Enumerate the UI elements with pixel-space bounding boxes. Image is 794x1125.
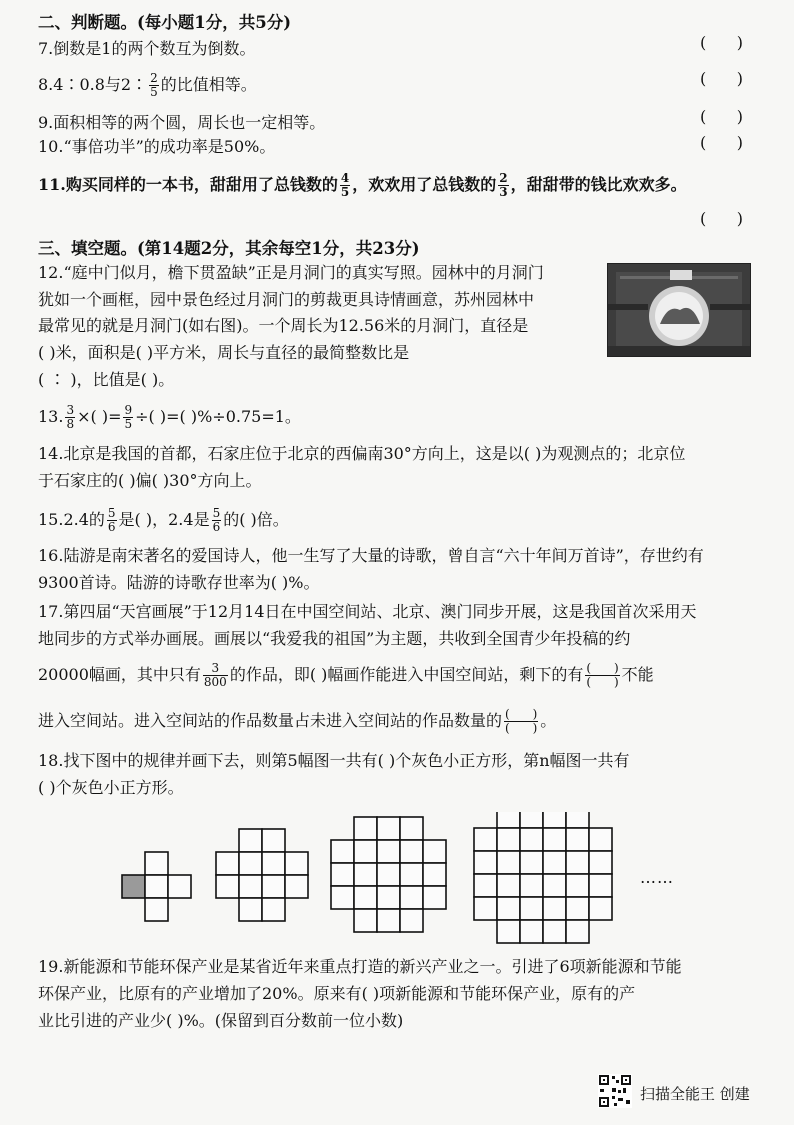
q11-fraction-1: $\frac{4}{5}$ bbox=[340, 171, 350, 199]
pattern-cell bbox=[354, 863, 377, 886]
pattern-cell bbox=[331, 840, 354, 863]
answer-paren-8[interactable]: ( ) bbox=[700, 69, 743, 88]
pattern-cell bbox=[262, 852, 285, 875]
q17-line-2: 地同步的方式举办画展。画展以“我爱我的祖国”为主题，共收到全国青少年投稿的约 bbox=[38, 629, 631, 648]
question-10: 10.“事倍功半”的成功率是50%。 bbox=[38, 137, 276, 156]
pattern-cell bbox=[400, 840, 423, 863]
pattern-cell bbox=[216, 852, 239, 875]
pattern-cell bbox=[566, 828, 589, 851]
pattern-cell bbox=[589, 874, 612, 897]
q12-line-1: 12.“庭中门似月，檐下贯盈缺”正是月洞门的真实写照。园林中的月洞门 bbox=[38, 263, 544, 282]
pattern-cell bbox=[262, 898, 285, 921]
pattern-cell bbox=[377, 909, 400, 932]
pattern-ellipsis: …… bbox=[640, 868, 674, 887]
q17-blank-fraction-2[interactable]: $\frac{( )}{( )}$ bbox=[505, 707, 538, 735]
pattern-cell bbox=[520, 874, 543, 897]
pattern-cell bbox=[520, 812, 543, 828]
question-7: 7.倒数是1的两个数互为倒数。 bbox=[38, 39, 256, 58]
pattern-figure-1 bbox=[122, 852, 191, 921]
q14-line-1: 14.北京是我国的首都，石家庄位于北京的西偏南30°方向上，这是以( )为观测点的；北京位 bbox=[38, 444, 686, 463]
q12-line-3: 最常见的就是月洞门(如右图)。一个周长为12.56米的月洞门，直径是 bbox=[38, 316, 529, 335]
q11-fraction-2: $\frac{2}{3}$ bbox=[499, 171, 508, 199]
q17-line-4: 进入空间站。进入空间站的作品数量占未进入空间站的作品数量的 $\frac{( )}{( )}$ 。 bbox=[38, 707, 557, 735]
qr-code-icon bbox=[598, 1074, 632, 1108]
q13-fraction-1: $\frac{3}{8}$ bbox=[66, 403, 75, 431]
pattern-cell bbox=[497, 851, 520, 874]
pattern-cell bbox=[145, 852, 168, 875]
pattern-cell bbox=[474, 874, 497, 897]
pattern-cell bbox=[168, 875, 191, 898]
pattern-cell bbox=[497, 812, 520, 828]
pattern-figure-3 bbox=[331, 817, 446, 932]
q19-line-1: 19.新能源和节能环保产业是某省近年来重点打造的新兴产业之一。引进了6项新能源和节能 bbox=[38, 957, 682, 976]
scanner-watermark bbox=[598, 1074, 750, 1110]
pattern-cell bbox=[497, 874, 520, 897]
q15-fraction-1: $\frac{5}{6}$ bbox=[107, 506, 116, 534]
pattern-cell bbox=[543, 920, 566, 943]
pattern-cell bbox=[377, 840, 400, 863]
pattern-cell bbox=[400, 817, 423, 840]
pattern-figure-2 bbox=[216, 829, 308, 921]
pattern-cell bbox=[543, 851, 566, 874]
q14-line-2: 于石家庄的( )偏( )30°方向上。 bbox=[38, 471, 262, 490]
q12-line-4: ( )米，面积是( )平方米，周长与直径的最简整数比是 bbox=[38, 343, 410, 362]
pattern-cell bbox=[377, 886, 400, 909]
q8-fraction: $\frac{2}{5}$ bbox=[150, 71, 158, 99]
pattern-cell bbox=[354, 817, 377, 840]
q19-line-2: 环保产业，比原有的产业增加了20%。原来有( )项新能源和节能环保产业，原有的产 bbox=[38, 984, 636, 1003]
pattern-cell bbox=[400, 909, 423, 932]
question-9: 9.面积相等的两个圆，周长也一定相等。 bbox=[38, 113, 326, 132]
pattern-figure-4 bbox=[474, 812, 612, 943]
pattern-cell bbox=[566, 920, 589, 943]
section-3-heading: 三、填空题。(第14题2分，其余每空1分，共23分) bbox=[38, 239, 420, 258]
pattern-cell bbox=[400, 863, 423, 886]
pattern-cell bbox=[239, 898, 262, 921]
pattern-cell bbox=[423, 863, 446, 886]
pattern-cell bbox=[423, 840, 446, 863]
q18-line-1: 18.找下图中的规律并画下去，则第5幅图一共有( )个灰色小正方形，第n幅图一共有 bbox=[38, 751, 630, 770]
answer-paren-7[interactable]: ( ) bbox=[700, 33, 743, 52]
q17-line-3: 20000幅画，其中只有 $\frac{3}{800}$ 的作品，即( )幅画作能进入中国空间站，剩下的有 $\frac{( )}{( )}$ 不能 bbox=[38, 661, 654, 689]
pattern-cell bbox=[520, 851, 543, 874]
pattern-cell bbox=[122, 875, 145, 898]
answer-paren-10[interactable]: ( ) bbox=[700, 133, 743, 152]
q8-post: 的比值相等。 bbox=[160, 75, 257, 94]
q15-fraction-2: $\frac{5}{6}$ bbox=[212, 506, 221, 534]
moon-gate-image bbox=[608, 264, 750, 356]
pattern-cell bbox=[543, 812, 566, 828]
pattern-cell bbox=[400, 886, 423, 909]
pattern-cell bbox=[262, 829, 285, 852]
pattern-cell bbox=[474, 828, 497, 851]
q19-line-3: 业比引进的产业少( )%。(保留到百分数前一位小数) bbox=[38, 1011, 404, 1030]
q12-line-5: ( ∶ )，比值是( )。 bbox=[38, 370, 175, 389]
pattern-figures bbox=[118, 812, 658, 952]
pattern-cell bbox=[520, 828, 543, 851]
pattern-cell bbox=[566, 874, 589, 897]
q18-line-2: ( )个灰色小正方形。 bbox=[38, 778, 184, 797]
pattern-cell bbox=[354, 840, 377, 863]
q17-blank-fraction-1[interactable]: $\frac{( )}{( )}$ bbox=[586, 661, 619, 689]
pattern-cell bbox=[589, 897, 612, 920]
pattern-cell bbox=[566, 897, 589, 920]
q8-pre: 8.4∶0.8与2∶ bbox=[38, 75, 148, 94]
pattern-cell bbox=[377, 817, 400, 840]
pattern-cell bbox=[589, 828, 612, 851]
pattern-cell bbox=[497, 897, 520, 920]
moon-gate-photo bbox=[607, 263, 751, 357]
pattern-cell bbox=[285, 852, 308, 875]
answer-paren-9[interactable]: ( ) bbox=[700, 107, 743, 126]
pattern-cell bbox=[566, 812, 589, 828]
answer-paren-11[interactable]: ( ) bbox=[700, 209, 743, 228]
pattern-cell bbox=[589, 851, 612, 874]
pattern-cell bbox=[543, 897, 566, 920]
question-11: 11.购买同样的一本书，甜甜用了总钱数的 $\frac{4}{5}$ ，欢欢用了总钱数的 $\frac{2}{3}$ ，甜甜带的钱比欢欢多。 bbox=[38, 171, 687, 199]
pattern-cell bbox=[145, 898, 168, 921]
q16-line-2: 9300首诗。陆游的诗歌存世率为( )%。 bbox=[38, 573, 320, 592]
pattern-cell bbox=[145, 875, 168, 898]
pattern-cell bbox=[239, 852, 262, 875]
q17-line-1: 17.第四届“天宫画展”于12月14日在中国空间站、北京、澳门同步开展，这是我国首次采用天 bbox=[38, 602, 697, 621]
pattern-cell bbox=[520, 897, 543, 920]
q13-fraction-2: $\frac{9}{5}$ bbox=[124, 403, 133, 431]
q17-fraction: $\frac{3}{800}$ bbox=[203, 661, 227, 689]
q16-line-1: 16.陆游是南宋著名的爱国诗人，他一生写了大量的诗歌，曾自言“六十年间万首诗”，存世约有 bbox=[38, 546, 704, 565]
question-8 bbox=[38, 72, 257, 99]
pattern-cell bbox=[331, 863, 354, 886]
pattern-cell bbox=[239, 829, 262, 852]
question-13: 13. $\frac{3}{8}$ ×( )= $\frac{9}{5}$ ÷( )=( )%÷0.75=1。 bbox=[38, 403, 301, 431]
pattern-cell bbox=[216, 875, 239, 898]
pattern-cell bbox=[520, 920, 543, 943]
pattern-cell bbox=[497, 920, 520, 943]
pattern-cell bbox=[423, 886, 446, 909]
pattern-cell bbox=[543, 828, 566, 851]
pattern-cell bbox=[354, 886, 377, 909]
pattern-cell bbox=[285, 875, 308, 898]
pattern-cell bbox=[566, 851, 589, 874]
pattern-cell bbox=[262, 875, 285, 898]
pattern-cell bbox=[474, 851, 497, 874]
pattern-cell bbox=[377, 863, 400, 886]
pattern-cell bbox=[331, 886, 354, 909]
pattern-cell bbox=[497, 828, 520, 851]
question-15: 15.2.4的 $\frac{5}{6}$ 是( )，2.4是 $\frac{5}{6}$ 的( )倍。 bbox=[38, 506, 289, 534]
pattern-cell bbox=[354, 909, 377, 932]
pattern-cell bbox=[239, 875, 262, 898]
scanner-watermark-text: 扫描全能王 创建 bbox=[640, 1085, 750, 1103]
q12-line-2: 犹如一个画框，园中景色经过月洞门的剪裁更具诗情画意，苏州园林中 bbox=[38, 290, 535, 309]
pattern-cell bbox=[474, 897, 497, 920]
pattern-cell bbox=[543, 874, 566, 897]
section-2-heading: 二、判断题。(每小题1分，共5分) bbox=[38, 13, 292, 32]
